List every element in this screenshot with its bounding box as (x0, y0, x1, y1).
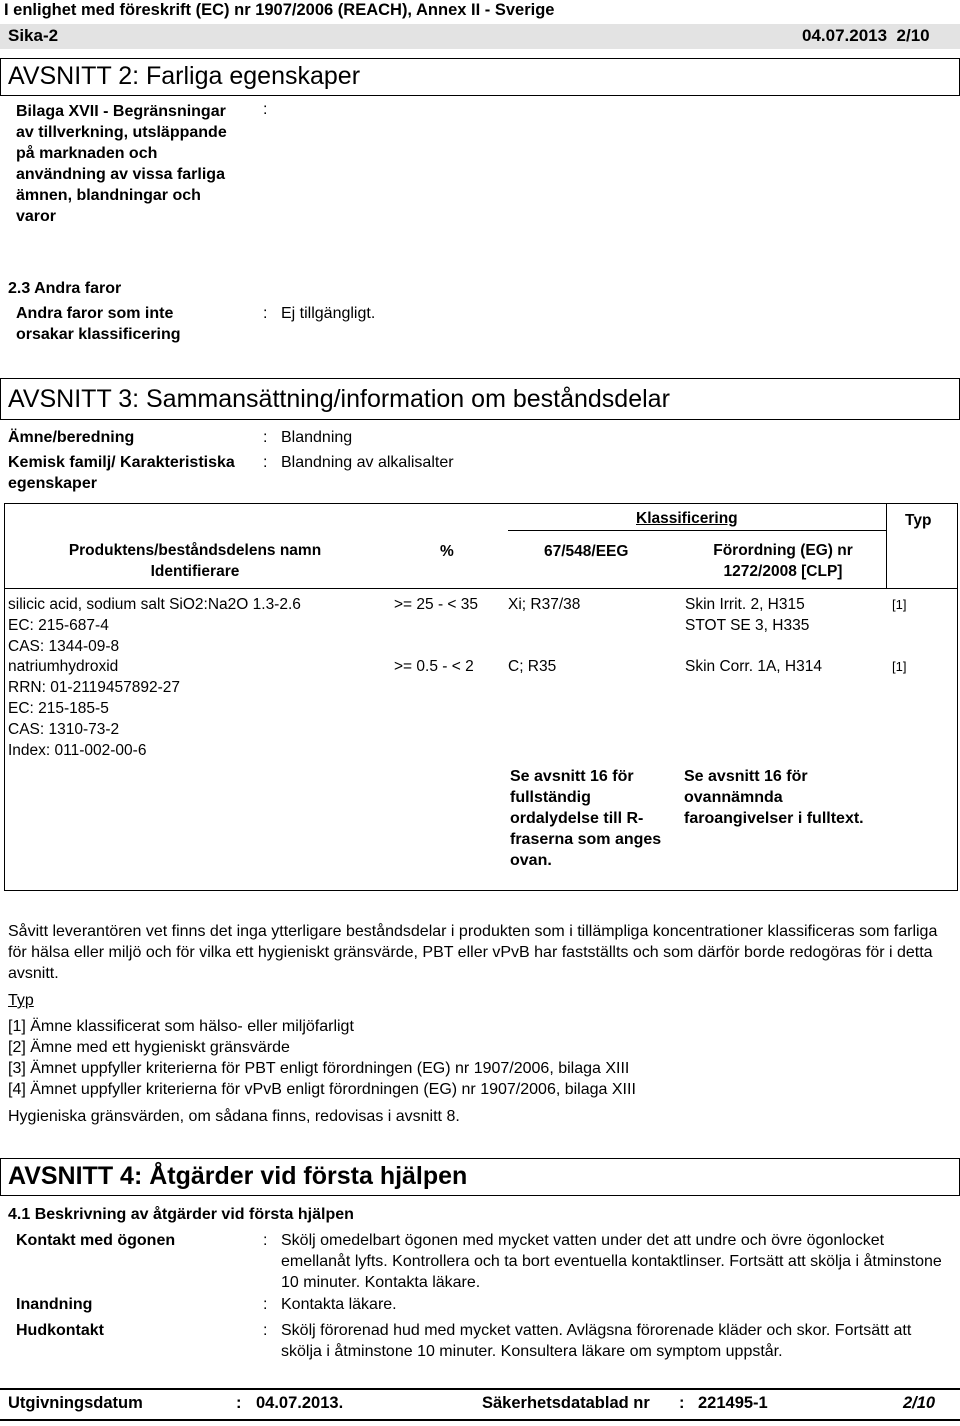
substance-colon: : (263, 429, 268, 446)
row1-clp-line2: STOT SE 3, H335 (685, 617, 810, 634)
chemical-family-label: Kemisk familj/ Karakteristiska egenskaper (8, 454, 235, 492)
row1-name-line: silicic acid, sodium salt SiO2:Na2O 1.3-2.6 (8, 596, 301, 613)
eye-contact-value: Skölj omedelbart ögonen med mycket vatten under det att undre och övre ögonlocket emellanåt lyfts. Kontrollera och ta bort eventuella kontaktlinser. Fortsätt att skölja i åtminstone 10 minuter. Kontakta läkare. (281, 1232, 942, 1291)
row2-ec: EC: 215-185-5 (8, 700, 109, 717)
inhalation-label: Inandning (16, 1296, 93, 1313)
table-row-1-eeg: Xi; R37/38 (508, 596, 581, 613)
row2-index: Index: 011-002-00-6 (8, 742, 147, 759)
section2-3-heading: 2.3 Andra faror (8, 280, 122, 297)
type-note-4: [4] Ämnet uppfyller kriterierna för vPvB enligt förordningen (EG) nr 1907/2006, bilaga XIII (8, 1081, 636, 1098)
annex-colon: : (263, 101, 268, 118)
row2-rrn: RRN: 01-2119457892-27 (8, 679, 181, 696)
chemical-family-colon: : (263, 454, 268, 471)
table-row-1-type: [1] (892, 597, 907, 612)
footer-page-number: 2/10 (903, 1394, 936, 1412)
table-row-2-type: [1] (892, 659, 907, 674)
name-header-line2: Identifierare (150, 563, 240, 580)
other-hazards-label: Andra faror som inte orsakar klassificering (16, 305, 181, 343)
skin-contact-label: Hudkontakt (16, 1322, 104, 1339)
hygiene-note: Hygieniska gränsvärden, om sådana finns, redovisas i avsnitt 8. (8, 1108, 460, 1125)
table-row-2-name (8, 656, 180, 761)
type-notes-list (8, 1016, 636, 1100)
other-hazards-value: Ej tillgängligt. (281, 305, 376, 322)
type-note-3: [3] Ämnet uppfyller kriterierna för PBT enligt förordningen (EG) nr 1907/2006, bilaga XIII (8, 1060, 630, 1077)
sds-number-colon: : (679, 1394, 685, 1412)
type-label: Typ (8, 992, 34, 1009)
table-header-divider (4, 588, 958, 589)
section3-title: AVSNITT 3: Sammansättning/information om beståndsdelar (8, 385, 670, 413)
eye-contact-label: Kontakt med ögonen (16, 1232, 176, 1249)
table-row-2-clp (685, 656, 822, 677)
eeg-note: Se avsnitt 16 för fullständig ordalydelse till R-fraserna som anges ovan. (510, 768, 662, 869)
row1-ec: EC: 215-687-4 (8, 617, 109, 634)
inhalation-colon: : (263, 1296, 268, 1313)
other-hazards-colon: : (263, 305, 268, 322)
product-name: Sika-2 (8, 26, 59, 45)
type-note-2: [2] Ämne med ett hygieniskt gränsvärde (8, 1039, 290, 1056)
row2-cas: CAS: 1310-73-2 (8, 721, 120, 738)
eye-contact-colon: : (263, 1232, 268, 1249)
table-row-2-percent: >= 0.5 - < 2 (394, 658, 474, 675)
table-row-1-percent: >= 25 - < 35 (394, 596, 479, 613)
type-note-1: [1] Ämne klassificerat som hälso- eller miljöfarligt (8, 1018, 354, 1035)
table-row-1-clp (685, 594, 809, 636)
clp-header (690, 540, 876, 582)
classification-divider (508, 530, 886, 531)
section2-title: AVSNITT 2: Farliga egenskaper (8, 62, 361, 90)
table-row-2-eeg: C; R35 (508, 658, 557, 675)
classification-header: Klassificering (636, 510, 738, 527)
substance-value: Blandning (281, 429, 353, 446)
percent-header: % (440, 543, 454, 560)
inhalation-value: Kontakta läkare. (281, 1296, 397, 1313)
section4-title: AVSNITT 4: Åtgärder vid första hjälpen (8, 1162, 468, 1190)
annex-label: Bilaga XVII - Begränsningar av tillverkning, utsläppande på marknaden och användning av vissa farliga ämnen, blandningar och varor (16, 103, 227, 225)
row1-clp-line1: Skin Irrit. 2, H315 (685, 596, 805, 613)
row2-name-line: natriumhydroxid (8, 658, 119, 675)
row1-cas: CAS: 1344-09-8 (8, 638, 120, 655)
name-header (40, 540, 350, 582)
clp-note: Se avsnitt 16 för ovannämnda faroangivelser i fulltext. (684, 768, 864, 827)
table-row-1-name (8, 594, 301, 657)
type-column-divider (886, 503, 887, 589)
header-date-page: 04.07.2013 2/10 (802, 26, 930, 45)
row2-clp-line1: Skin Corr. 1A, H314 (685, 658, 822, 675)
issue-date-colon: : (236, 1394, 242, 1412)
sds-number-label: Säkerhetsdatablad nr (482, 1394, 650, 1412)
issue-date-label: Utgivningsdatum (8, 1394, 143, 1412)
skin-contact-colon: : (263, 1322, 268, 1339)
clp-header-line2: 1272/2008 [CLP] (723, 563, 843, 580)
chemical-family-value: Blandning av alkalisalter (281, 454, 454, 471)
name-header-line1: Produktens/beståndsdelens namn (68, 542, 322, 559)
regulation-header: I enlighet med föreskrift (EC) nr 1907/2006 (REACH), Annex II - Sverige (4, 1, 555, 19)
eeg-header: 67/548/EEG (544, 543, 629, 560)
footer-bar (0, 1388, 960, 1421)
substance-label: Ämne/beredning (8, 429, 135, 446)
sds-number-value: 221495-1 (698, 1394, 768, 1412)
type-header: Typ (905, 512, 932, 529)
section3-paragraph: Såvitt leverantören vet finns det inga ytterligare beståndsdelar i produkten som i tillämpliga koncentrationer klassificeras som farliga för hälsa eller miljö och för vilka ett hygieniskt gränsvärde, PBT eller vPvB har fastställts och som därför borde redogöras för i detta avsnitt. (8, 923, 938, 982)
skin-contact-value: Skölj förorenad hud med mycket vatten. Avlägsna förorenade kläder och skor. Fortsätt att skölja i åtminstone 10 minuter. Konsultera läkare om symptom uppstår. (281, 1322, 912, 1360)
clp-header-line1: Förordning (EG) nr (713, 542, 853, 559)
issue-date-value: 04.07.2013. (256, 1394, 344, 1412)
section4-1-heading: 4.1 Beskrivning av åtgärder vid första hjälpen (8, 1206, 354, 1223)
